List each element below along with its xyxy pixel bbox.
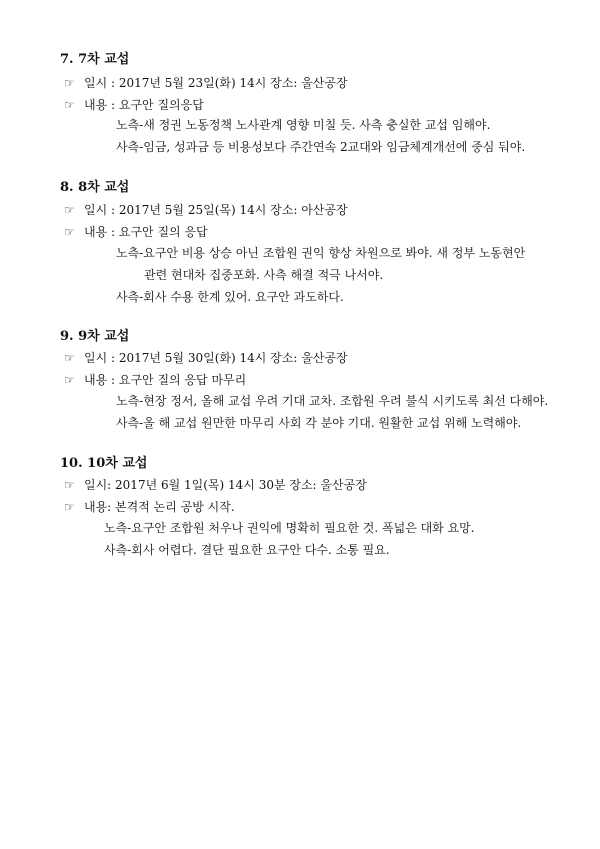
detail-line: 사측-임금, 성과금 등 비용성보다 주간연속 2교대와 임금체계개선에 중심 둬야. xyxy=(116,140,526,154)
date-text: 일시 : 2017년 5월 25일(목) 14시 장소: 아산공장 xyxy=(84,203,348,217)
pointing-hand-icon: ☞ xyxy=(64,203,75,217)
pointing-hand-icon: ☞ xyxy=(64,500,75,514)
date-text: 일시 : 2017년 5월 23일(화) 14시 장소: 울산공장 xyxy=(84,76,348,90)
detail-line: 사측-올 해 교섭 원만한 마무리 사회 각 분야 기대. 원활한 교섭 위해 노력해야. xyxy=(116,416,522,430)
content-text: 내용 : 요구안 질의응답 xyxy=(84,98,204,112)
pointing-hand-icon: ☞ xyxy=(64,351,75,365)
section-heading: 9. 9차 교섭 xyxy=(60,329,130,344)
content-text: 내용: 본격적 논리 공방 시작. xyxy=(84,500,235,514)
date-line xyxy=(64,350,348,366)
detail-line: 관련 현대차 집중포화. 사측 해결 적극 나서야. xyxy=(144,268,384,282)
date-text: 일시: 2017년 6월 1일(목) 14시 30분 장소: 울산공장 xyxy=(84,478,367,492)
content-line xyxy=(64,372,246,388)
section-heading: 10. 10차 교섭 xyxy=(60,456,148,471)
date-text: 일시 : 2017년 5월 30일(화) 14시 장소: 울산공장 xyxy=(84,351,348,365)
pointing-hand-icon: ☞ xyxy=(64,98,75,112)
detail-line: 사측-회사 수용 한계 있어. 요구안 과도하다. xyxy=(116,290,344,304)
content-line xyxy=(64,97,204,113)
pointing-hand-icon: ☞ xyxy=(64,76,75,90)
pointing-hand-icon: ☞ xyxy=(64,225,75,239)
section-heading: 8. 8차 교섭 xyxy=(60,180,130,195)
detail-line: 노측-요구안 조합원 처우나 권익에 명확히 필요한 것. 폭넓은 대화 요망. xyxy=(104,521,475,535)
content-text: 내용 : 요구안 질의 응답 마무리 xyxy=(84,373,247,387)
date-line xyxy=(64,75,348,91)
pointing-hand-icon: ☞ xyxy=(64,478,75,492)
content-line xyxy=(64,499,235,515)
content-line xyxy=(64,224,208,240)
date-line xyxy=(64,202,348,218)
detail-line: 노측-새 정권 노동정책 노사관계 영향 미칠 듯. 사측 충실한 교섭 임해야. xyxy=(116,118,491,132)
section-heading: 7. 7차 교섭 xyxy=(60,52,130,67)
detail-line: 노측-요구안 비용 상승 아닌 조합원 권익 향상 차원으로 봐야. 새 정부 노동현안 xyxy=(116,246,526,260)
detail-line: 사측-회사 어렵다. 결단 필요한 요구안 다수. 소통 필요. xyxy=(104,543,390,557)
date-line xyxy=(64,477,367,493)
content-text: 내용 : 요구안 질의 응답 xyxy=(84,225,208,239)
pointing-hand-icon: ☞ xyxy=(64,373,75,387)
detail-line: 노측-현장 정서, 올해 교섭 우려 기대 교차. 조합원 우려 불식 시키도록 최선 다해야. xyxy=(116,394,549,408)
